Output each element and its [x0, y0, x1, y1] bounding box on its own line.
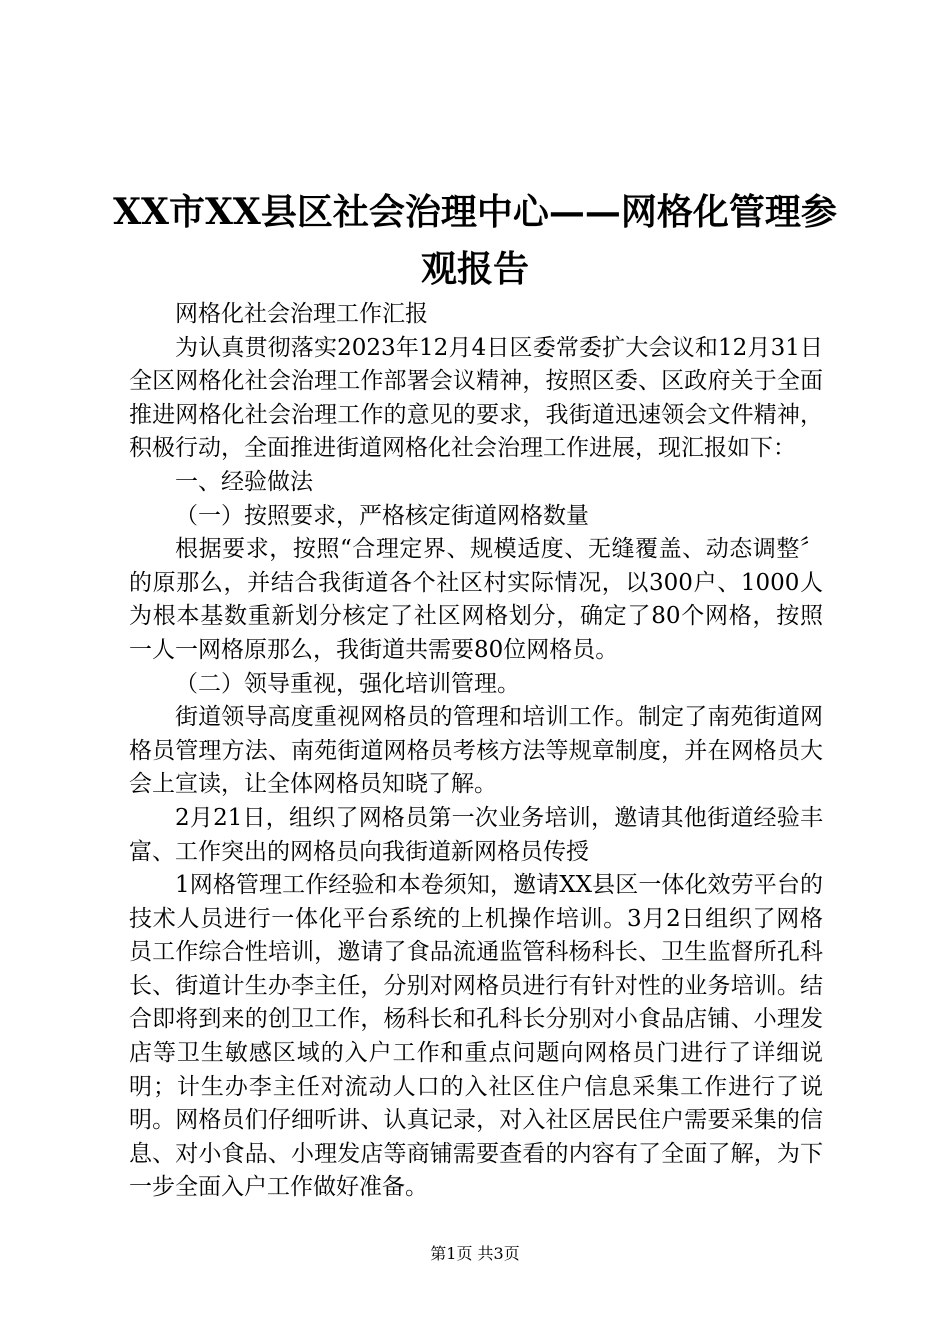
- document-body: [129, 298, 823, 1205]
- paragraph-leadership: 街道领导高度重视网格员的管理和培训工作。制定了南苑街道网格员管理方法、南苑街道网格员考核方法等规章制度，并在网格员大会上宣读，让全体网格员知晓了解。: [129, 704, 823, 798]
- paragraph-training-feb: 2月21日，组织了网格员第一次业务培训，邀请其他街道经验丰富、工作突出的网格员向我街道新网格员传授: [129, 804, 823, 865]
- paragraph-subtitle: 网格化社会治理工作汇报: [175, 301, 428, 327]
- paragraph-grid-division: 根据要求，按照“合理定界、规模适度、无缝覆盖、动态调整〞的原那么，并结合我街道各个社区村实际情况，以300户、1000人为根本基数重新划分核定了社区网格划分，确定了80个网格，按照一人一网格原那么，我街道共需要80位网格员。: [129, 536, 823, 663]
- document-title-line-1: XX市XX县区社会治理中心——网格化管理参: [113, 191, 837, 233]
- document-title-line-2: 观报告: [420, 248, 529, 290]
- subsection-heading-1: （一）按照要求，严格核定街道网格数量: [175, 502, 589, 529]
- section-heading-experience: 一、经验做法: [175, 468, 313, 495]
- paragraph-training-details: 1网格管理工作经验和本卷须知，邀请XX县区一体化效劳平台的技术人员进行一体化平台系统的上机操作培训。3月2日组织了网格员工作综合性培训，邀请了食品流通监管科杨科长、卫生监督所孔科长、街道计生办李主任，分别对网格员进行有针对性的业务培训。结合即将到来的创卫工作，杨科长和孔科长分别对小食品店铺、小理发店等卫生敏感区域的入户工作和重点问题向网格员门进行了详细说明；计生办李主任对流动人口的入社区住户信息采集工作进行了说明。网格员们仔细听讲、认真记录，对入社区居民住户需要采集的信息、对小食品、小理发店等商铺需要查看的内容有了全面了解，为下一步全面入户工作做好准备。: [129, 872, 823, 1201]
- subsection-heading-2: （二）领导重视，强化培训管理。: [175, 670, 520, 697]
- page-footer: 第1页 共3页: [430, 1244, 520, 1263]
- paragraph-intro: 为认真贯彻落实2023年12月4日区委常委扩大会议和12月31日全区网格化社会治理工作部署会议精神，按照区委、区政府关于全面推进网格化社会治理工作的意见的要求，我街道迅速领会文件精神，积极行动，全面推进街道网格化社会治理工作进展，现汇报如下：: [129, 334, 823, 462]
